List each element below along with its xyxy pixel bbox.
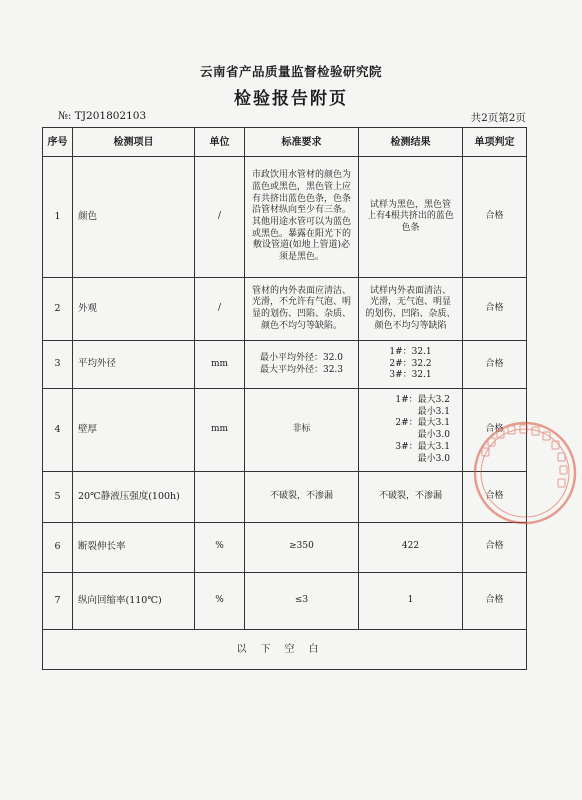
row-result: 不破裂，不渗漏 [359,472,463,522]
row-item: 纵向回缩率(110℃) [73,573,195,630]
table-row [43,522,527,572]
col-header-item: 检测项目 [73,128,195,157]
table-row [43,157,527,278]
row-requirement: 非标 [245,389,359,472]
row-verdict: 合格 [463,157,527,278]
report-number: №: TJ201802103 [58,110,147,122]
row-result: 1 [359,573,463,630]
row-result: 试样为黑色，黑色管 上有4根共挤出的蓝色 色条 [359,157,463,278]
row-unit: % [195,522,245,572]
row-result: 1#：最大3.2 最小3.1 2#：最大3.1 最小3.0 3#：最大3.1 最小3.0 [359,389,463,472]
table-row [43,278,527,341]
document-title: 检验报告附页 [234,89,348,109]
inspection-table [42,127,527,670]
row-no: 5 [43,472,73,522]
page-info: 共2页第2页 [470,112,526,124]
row-item: 外观 [73,278,195,341]
row-result: 试样内外表面清洁、 光滑，无气泡、明显 的划伤、凹陷、杂质、 颜色不均匀等缺陷 [359,278,463,341]
row-verdict: 合格 [463,389,527,472]
row-result: 1#：32.1 2#：32.2 3#：32.1 [359,340,463,388]
row-item: 颜色 [73,157,195,278]
blank-below-note: 以下空白 [43,629,527,669]
row-no: 2 [43,278,73,341]
row-verdict: 合格 [463,340,527,388]
row-no: 4 [43,389,73,472]
row-verdict: 合格 [463,472,527,522]
row-requirement: 管材的内外表面应清洁、 光滑，不允许有气泡、明 显的划伤、凹陷、杂质、 颜色不均匀等缺陷。 [245,278,359,341]
table-row [43,389,527,472]
table-row [43,472,527,522]
col-header-requirement: 标准要求 [245,128,359,157]
row-item: 壁厚 [73,389,195,472]
table-row [43,573,527,630]
row-unit: / [195,157,245,278]
row-no: 7 [43,573,73,630]
row-requirement: ≤3 [245,573,359,630]
col-header-verdict: 单项判定 [463,128,527,157]
row-unit: % [195,573,245,630]
row-verdict: 合格 [463,573,527,630]
row-unit [195,472,245,522]
table-header-row [43,128,527,157]
row-verdict: 合格 [463,522,527,572]
row-no: 6 [43,522,73,572]
institute-name: 云南省产品质量监督检验研究院 [199,64,382,79]
footer-row [43,629,527,669]
table-row [43,340,527,388]
row-no: 1 [43,157,73,278]
row-item: 20℃静液压强度(100h) [73,472,195,522]
row-requirement: 市政饮用水管材的颜色为 蓝色或黑色，黑色管上应 有共挤出蓝色色条，色条 沿管材纵向至少有三条。 其他用途水管可以为蓝色 或黑色。暴露在阳光下的 敷设管道(如地上管道)必 须是黑色。 [245,157,359,278]
row-item: 断裂伸长率 [73,522,195,572]
row-item: 平均外径 [73,340,195,388]
row-requirement: 不破裂，不渗漏 [245,472,359,522]
row-unit: / [195,278,245,341]
row-no: 3 [43,340,73,388]
row-requirement: ≥350 [245,522,359,572]
col-header-result: 检测结果 [359,128,463,157]
row-result: 422 [359,522,463,572]
row-verdict: 合格 [463,278,527,341]
col-header-unit: 单位 [195,128,245,157]
col-header-no: 序号 [43,128,73,157]
row-unit: mm [195,340,245,388]
row-requirement: 最小平均外径：32.0 最大平均外径：32.3 [245,340,359,388]
row-unit: mm [195,389,245,472]
